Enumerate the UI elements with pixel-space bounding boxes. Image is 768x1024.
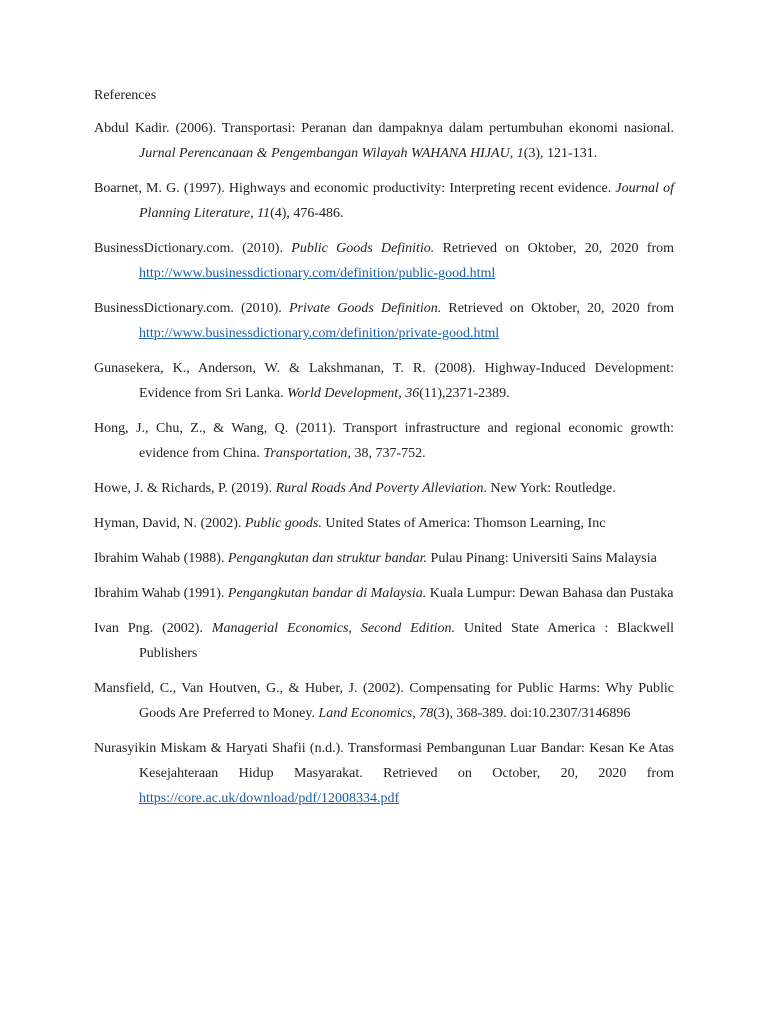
document-page: [94, 86, 674, 821]
reference-list: [94, 116, 674, 811]
reference-text: 38, 737-752.: [350, 446, 426, 461]
reference-source-title: Transportation,: [263, 446, 351, 461]
reference-text: Ibrahim Wahab (1991).: [94, 586, 228, 601]
reference-text: Mansfield, C., Van Houtven, G., & Huber, J. (2002). Compensating for Public Harms: Why Public Goods Are Preferred to Money.: [94, 681, 674, 721]
reference-source-title: Jurnal Perencanaan & Pengembangan Wilayah WAHANA HIJAU, 1: [139, 146, 524, 161]
reference-source-title: Private Goods Definition.: [288, 301, 442, 316]
reference-text: United States of America: Thomson Learning, Inc: [321, 516, 606, 531]
reference-entry: [94, 736, 674, 811]
reference-text: (3), 368-389. doi:10.2307/3146896: [433, 706, 631, 721]
reference-text: Hong, J., Chu, Z., & Wang, Q. (2011). Transport infrastructure and regional economic growth: evidence from China.: [94, 421, 674, 461]
reference-text: Retrieved on Oktober, 20, 2020 from: [441, 301, 674, 316]
reference-entry: [94, 416, 674, 466]
reference-text: Ivan Png. (2002).: [94, 621, 212, 636]
reference-entry: [94, 296, 674, 346]
reference-text: (11),2371-2389.: [419, 386, 510, 401]
reference-source-title: World Development, 36: [287, 386, 420, 401]
reference-entry: [94, 176, 674, 226]
reference-text: Pulau Pinang: Universiti Sains Malaysia: [427, 551, 657, 566]
reference-entry: [94, 546, 674, 571]
reference-source-title: Pengangkutan dan struktur bandar.: [227, 551, 428, 566]
reference-link[interactable]: http://www.businessdictionary.com/definition/private-good.html: [139, 326, 500, 341]
reference-link[interactable]: http://www.businessdictionary.com/definition/public-good.html: [139, 266, 496, 281]
reference-entry: [94, 581, 674, 606]
reference-entry: [94, 676, 674, 726]
reference-text: Howe, J. & Richards, P. (2019).: [94, 481, 276, 496]
reference-text: . New York: Routledge.: [483, 481, 616, 496]
reference-source-title: Managerial Economics, Second Edition.: [211, 621, 455, 636]
reference-text: Ibrahim Wahab (1988).: [94, 551, 228, 566]
reference-text: BusinessDictionary.com. (2010).: [94, 241, 292, 256]
page-title: References: [94, 88, 157, 103]
reference-text: Nurasyikin Miskam & Haryati Shafii (n.d.). Transformasi Pembangunan Luar Bandar: Kesan Ke Atas Kesejahteraan Hidup Masyarakat. Retrieved on October, 20, 2020 from: [94, 741, 674, 781]
reference-link[interactable]: https://core.ac.uk/download/pdf/12008334.pdf: [139, 791, 400, 806]
reference-entry: [94, 236, 674, 286]
reference-entry: [94, 116, 674, 166]
reference-entry: [94, 616, 674, 666]
reference-text: BusinessDictionary.com. (2010).: [94, 301, 289, 316]
reference-text: Abdul Kadir. (2006). Transportasi: Peranan dan dampaknya dalam pertumbuhan ekonomi nasional.: [94, 121, 674, 136]
reference-source-title: Public Goods Definitio.: [291, 241, 435, 256]
reference-source-title: Rural Roads And Poverty Alleviation: [275, 481, 484, 496]
reference-text: Boarnet, M. G. (1997). Highways and economic productivity: Interpreting recent evidence.: [94, 181, 616, 196]
reference-source-title: Land Economics, 78: [318, 706, 434, 721]
reference-source-title: Public goods.: [244, 516, 322, 531]
reference-text: Retrieved on Oktober, 20, 2020 from: [434, 241, 674, 256]
reference-text: United State America : Blackwell Publishers: [139, 621, 674, 661]
reference-text: (3), 121-131.: [523, 146, 598, 161]
reference-text: Kuala Lumpur: Dewan Bahasa dan Pustaka: [426, 586, 674, 601]
reference-source-title: Journal of Planning Literature, 11: [139, 181, 674, 221]
reference-text: Hyman, David, N. (2002).: [94, 516, 245, 531]
reference-text: Gunasekera, K., Anderson, W. & Lakshmanan, T. R. (2008). Highway-Induced Development: Evidence from Sri Lanka.: [94, 361, 674, 401]
reference-entry: [94, 476, 674, 501]
reference-entry: [94, 511, 674, 536]
reference-text: (4), 476-486.: [270, 206, 344, 221]
reference-source-title: Pengangkutan bandar di Malaysia.: [227, 586, 427, 601]
reference-entry: [94, 356, 674, 406]
